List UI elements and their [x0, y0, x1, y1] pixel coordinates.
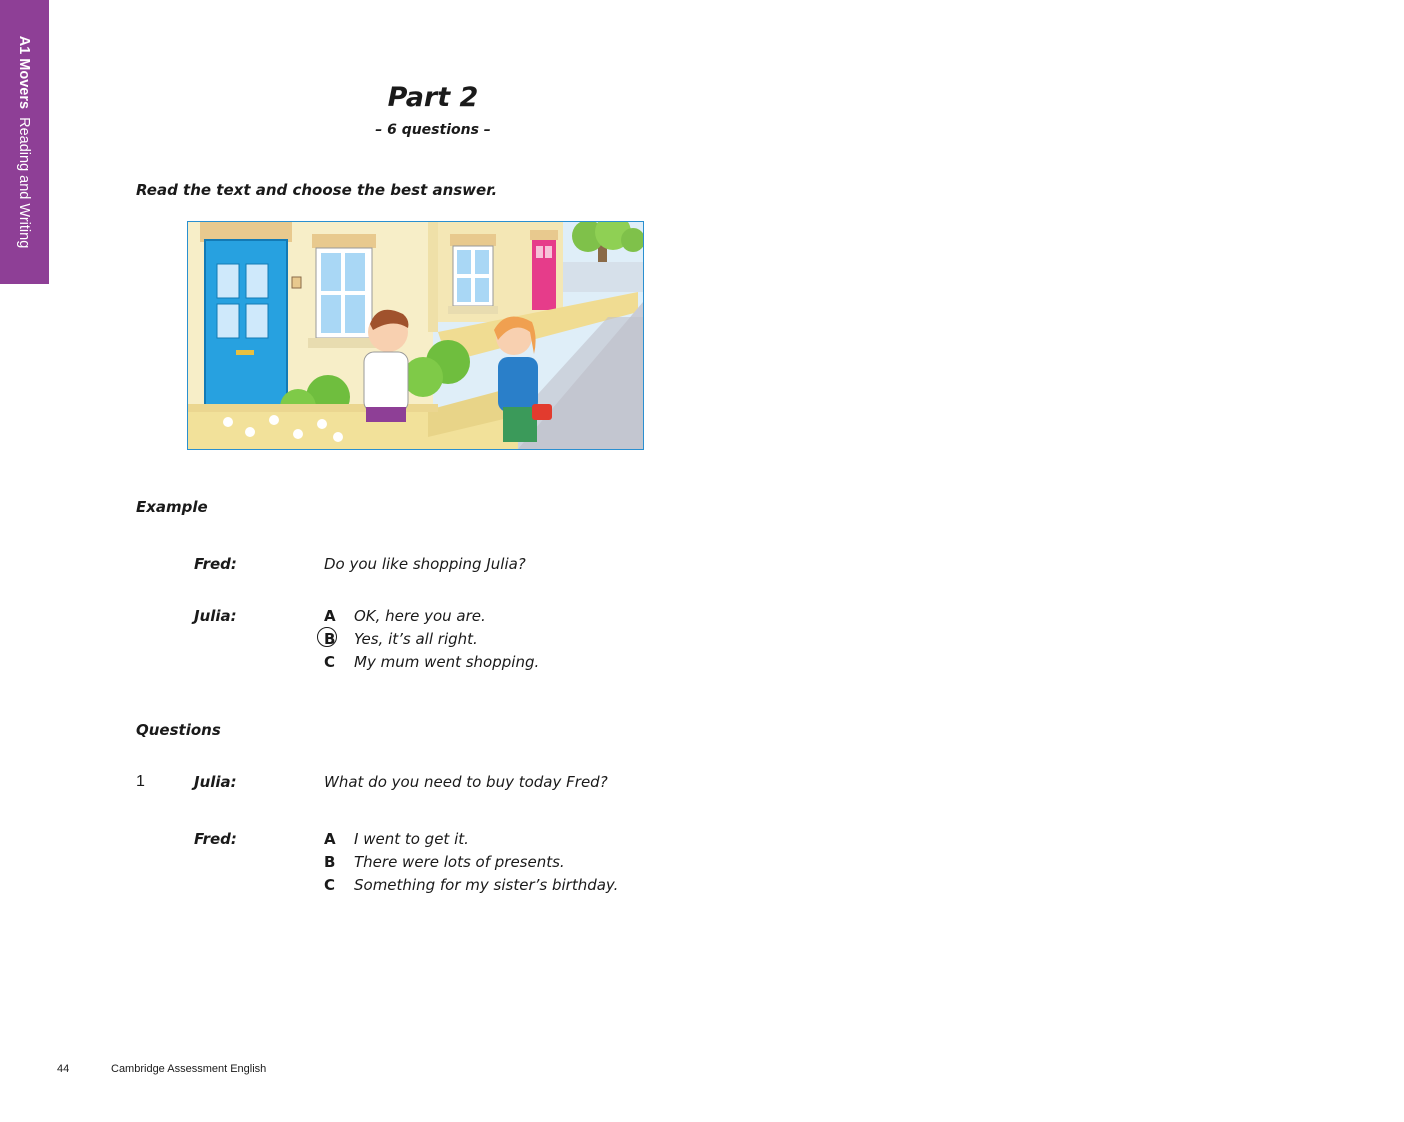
page-number: 44 — [57, 1063, 70, 1075]
example-option-a — [324, 605, 486, 627]
example-line-1: Do you like shopping Julia? — [324, 555, 526, 573]
option-letter: C — [324, 653, 336, 671]
question-1-option-c[interactable] — [324, 874, 618, 896]
sidebar-label — [16, 36, 32, 249]
option-letter-b: B — [324, 630, 336, 648]
example-option-b — [324, 628, 478, 650]
answer-circle — [317, 627, 337, 647]
example-speaker-1: Fred: — [194, 555, 237, 573]
option-text: My mum went shopping. — [354, 653, 540, 671]
option-letter: B — [324, 853, 336, 871]
question-1-line-1: What do you need to buy today Fred? — [324, 773, 608, 791]
illustration — [187, 221, 644, 450]
page-subtitle: – 6 questions – — [375, 122, 491, 138]
option-text: Yes, it’s all right. — [354, 630, 478, 648]
option-text: I went to get it. — [354, 830, 469, 848]
publisher-name: Cambridge Assessment English — [111, 1063, 267, 1075]
question-1-speaker-2: Fred: — [194, 830, 237, 848]
example-heading: Example — [136, 498, 208, 516]
option-text: OK, here you are. — [354, 607, 486, 625]
street-scene-illustration — [188, 222, 643, 449]
option-letter-circled — [324, 630, 354, 648]
sidebar-tab — [0, 0, 49, 284]
option-text: Something for my sister’s birthday. — [354, 876, 619, 894]
option-text: There were lots of presents. — [354, 853, 565, 871]
question-1-speaker-1: Julia: — [194, 773, 237, 791]
questions-heading: Questions — [136, 721, 221, 739]
example-speaker-2: Julia: — [194, 607, 237, 625]
example-option-c — [324, 651, 539, 673]
page-title: Part 2 — [387, 82, 479, 113]
instruction-text: Read the text and choose the best answer. — [136, 181, 498, 199]
sidebar-paper: Reading and Writing — [16, 117, 32, 249]
question-number: 1 — [136, 773, 145, 790]
question-1-option-a[interactable] — [324, 828, 469, 850]
option-letter: A — [324, 830, 336, 848]
option-letter: A — [324, 607, 336, 625]
question-1-option-b[interactable] — [324, 851, 565, 873]
option-letter: C — [324, 876, 336, 894]
sidebar-level: A1 Movers — [16, 35, 32, 110]
